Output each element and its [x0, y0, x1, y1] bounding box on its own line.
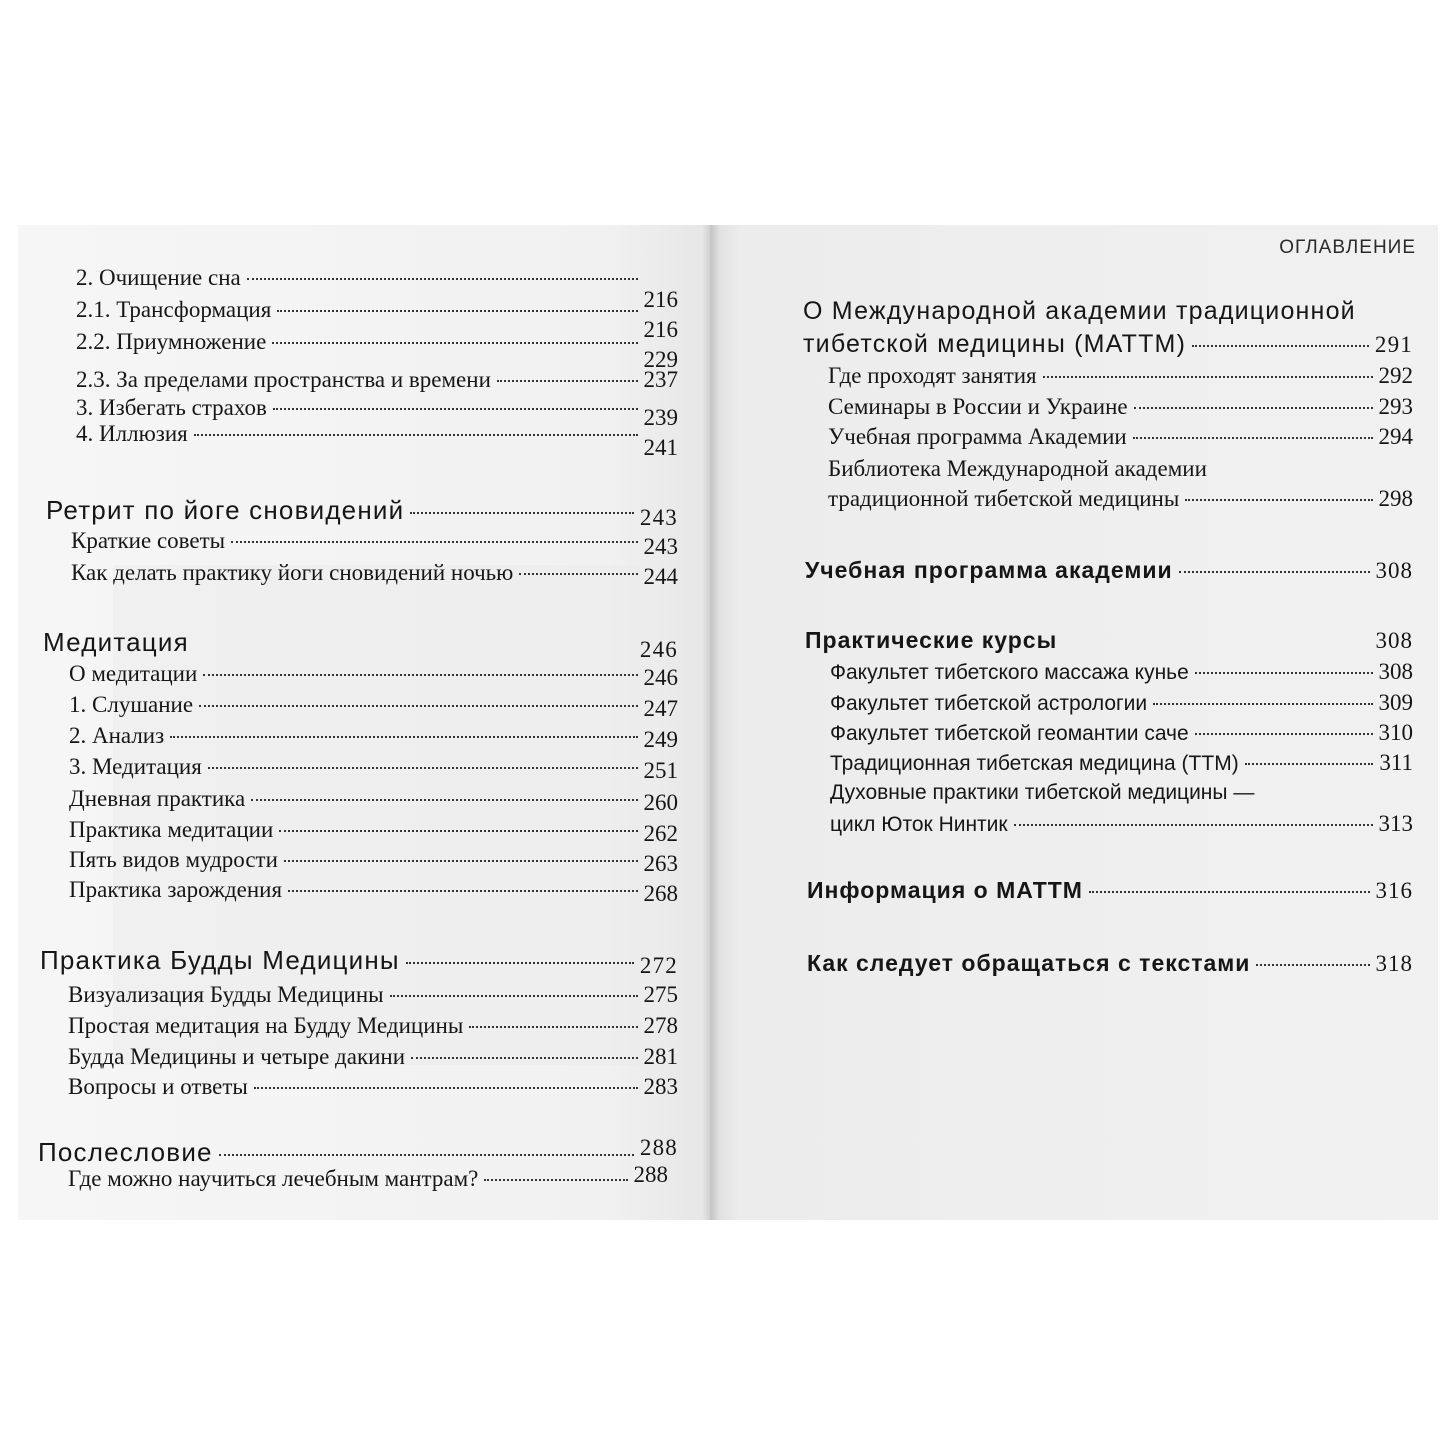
toc-section-title: Послесловие: [38, 1137, 213, 1167]
dot-leader: [390, 995, 638, 997]
toc-entry-title: 2.1. Трансформация: [76, 297, 272, 322]
dot-leader: [199, 705, 637, 707]
toc-entry-title-line2: традиционной тибетской медицины: [828, 486, 1180, 511]
toc-entry-page: 283: [643, 1074, 678, 1099]
dot-leader: [1195, 733, 1373, 735]
toc-entry: [830, 811, 1413, 837]
dot-leader: [406, 962, 634, 964]
toc-entry: [69, 692, 678, 721]
toc-section-heading: [807, 950, 1413, 977]
toc-section-title: Практические курсы: [805, 627, 1058, 653]
toc-entry-title: 2. Анализ: [69, 723, 165, 748]
dot-leader: [1192, 345, 1369, 347]
dot-leader: [519, 573, 637, 575]
toc-entry: [69, 817, 678, 846]
toc-section-heading: [46, 495, 678, 530]
toc-entry-page: 247: [643, 696, 678, 721]
toc-section-page: 316: [1375, 878, 1413, 903]
toc-entry-title: 2.3. За пределами пространства и времени: [76, 367, 491, 392]
toc-entry-title: Практика медитации: [69, 817, 274, 842]
dot-leader: [1133, 437, 1373, 439]
toc-entry-page: 313: [1378, 811, 1413, 836]
toc-entry-page: 237: [643, 367, 678, 392]
dot-leader: [1185, 499, 1372, 501]
toc-entry-title-line1: Духовные практики тибетской медицины —: [830, 781, 1255, 804]
toc-entry: [828, 424, 1413, 450]
toc-section-title: Учебная программа академии: [805, 557, 1173, 583]
toc-entry-page: 260: [643, 790, 678, 815]
toc-entry-page: 292: [1378, 363, 1413, 388]
dot-leader: [411, 1057, 637, 1059]
toc-entry-title: Будда Медицины и четыре дакини: [68, 1044, 406, 1069]
toc-entry: [69, 723, 678, 752]
toc-entry-title: 4. Иллюзия: [76, 421, 188, 446]
toc-entry-title: Практика зарождения: [69, 877, 283, 902]
toc-entry: [71, 560, 678, 589]
toc-entry-title: Учебная программа Академии: [828, 424, 1127, 449]
toc-entry: [76, 329, 678, 372]
toc-entry-page: 311: [1379, 750, 1413, 775]
toc-entry-title: Простая медитация на Будду Медицины: [68, 1013, 464, 1038]
toc-entry-page: 294: [1378, 424, 1413, 449]
dot-leader: [484, 1179, 627, 1181]
toc-entry-page: 216: [643, 287, 678, 312]
toc-section-page: 243: [639, 505, 678, 530]
dot-leader: [1063, 641, 1369, 643]
toc-entry: [830, 659, 1413, 685]
dot-leader: [288, 890, 637, 892]
toc-entry: [68, 982, 678, 1008]
dot-leader: [1179, 571, 1370, 573]
toc-entry: [68, 1074, 678, 1100]
toc-section-title: Медитация: [43, 627, 189, 657]
toc-entry-title-line1: Библиотека Международной академии: [828, 456, 1207, 481]
dot-leader: [284, 860, 638, 862]
dot-leader: [170, 736, 637, 738]
toc-section-page: 291: [1374, 332, 1413, 357]
dot-leader: [1195, 672, 1373, 674]
toc-entry-title: 2.2. Приумножение: [76, 329, 267, 354]
toc-entry-page: 263: [643, 851, 678, 876]
toc-entry-page: 309: [1378, 690, 1413, 715]
dot-leader: [251, 799, 637, 801]
toc-entry-title: Визуализация Будды Медицины: [68, 982, 384, 1007]
book-gutter: [702, 225, 720, 1220]
dot-leader: [1256, 964, 1369, 966]
toc-entry-page: 249: [643, 727, 678, 752]
toc-entry: [828, 394, 1413, 420]
toc-entry-title: Пять видов мудрости: [69, 847, 278, 872]
toc-entry: [830, 750, 1413, 776]
toc-entry-page: 310: [1378, 720, 1413, 745]
dot-leader: [208, 767, 638, 769]
dot-leader: [247, 278, 638, 280]
toc-section-heading: [803, 330, 1413, 359]
dot-leader: [273, 408, 638, 410]
toc-entry: [69, 661, 678, 690]
dot-leader: [1089, 891, 1370, 893]
toc-section-page: 288: [639, 1135, 678, 1160]
toc-section-heading: [43, 627, 678, 662]
toc-entry-page: 262: [643, 821, 678, 846]
toc-section-page: 246: [639, 637, 678, 662]
dot-leader: [1014, 824, 1373, 826]
toc-entry-page: 243: [643, 534, 678, 559]
toc-entry: [69, 786, 678, 815]
toc-entry: [830, 690, 1413, 716]
toc-entry: [828, 363, 1413, 389]
toc-entry: [71, 528, 678, 559]
toc-entry-page: 293: [1378, 394, 1413, 419]
toc-entry: [69, 847, 678, 876]
toc-entry-title: О медитации: [69, 661, 198, 686]
toc-section-heading: [807, 877, 1413, 904]
toc-section-page: 308: [1375, 558, 1413, 583]
toc-entry-page: 239: [643, 405, 678, 430]
dot-leader: [1134, 407, 1373, 409]
toc-entry: [76, 367, 678, 393]
toc-entry-title: Факультет тибетской геомантии саче: [830, 722, 1189, 745]
toc-entry-page: 241: [643, 435, 678, 460]
toc-entry-title: 3. Избегать страхов: [76, 395, 267, 420]
dot-leader: [410, 512, 634, 514]
toc-section-title: Информация о МАТТМ: [807, 877, 1083, 903]
left-page: [18, 225, 710, 1220]
toc-entry-title: Где можно научиться лечебным мантрам?: [68, 1166, 479, 1191]
toc-entry-page: 288: [633, 1162, 668, 1187]
toc-section-title: Практика Будды Медицины: [40, 945, 400, 975]
toc-entry-page: 281: [643, 1044, 678, 1069]
dot-leader: [231, 541, 637, 543]
toc-entry-title-line2: цикл Юток Нинтик: [830, 813, 1008, 836]
toc-entry-title: 3. Медитация: [69, 754, 202, 779]
dot-leader: [497, 380, 638, 382]
dot-leader: [279, 830, 637, 832]
toc-section-title-line2: тибетской медицины (МАТТМ): [803, 330, 1187, 358]
toc-entry: [76, 421, 678, 460]
dot-leader: [195, 644, 634, 646]
dot-leader: [1043, 376, 1373, 378]
toc-entry: [68, 1013, 678, 1039]
toc-entry-page: 308: [1378, 659, 1413, 684]
running-header: ОГЛАВЛЕНИЕ: [1279, 237, 1416, 258]
dot-leader: [1153, 703, 1372, 705]
toc-entry: [76, 395, 678, 430]
toc-entry-page: 244: [643, 564, 678, 589]
toc-section-heading: [38, 1137, 678, 1168]
toc-entry: [69, 754, 678, 783]
toc-entry-page: 298: [1378, 486, 1413, 511]
toc-section-page: 308: [1375, 628, 1413, 653]
dot-leader: [194, 434, 638, 436]
dot-leader: [203, 674, 637, 676]
dot-leader: [277, 310, 637, 312]
toc-entry-page: 229: [643, 347, 678, 372]
dot-leader: [1245, 763, 1374, 765]
toc-section-heading: [805, 627, 1413, 654]
toc-entry-page: 246: [643, 665, 678, 690]
book-spread: [18, 225, 1438, 1220]
toc-section-title: Как следует обращаться с текстами: [807, 950, 1251, 976]
toc-section-heading: [805, 557, 1413, 584]
toc-entry-title: Краткие советы: [71, 528, 226, 553]
toc-entry: [68, 1162, 668, 1192]
dot-leader: [219, 1154, 634, 1156]
toc-entry: [828, 486, 1413, 512]
toc-entry-title: 2. Очищение сна: [76, 265, 241, 290]
toc-entry-title: Вопросы и ответы: [68, 1074, 248, 1099]
right-page: [710, 225, 1438, 1220]
toc-entry-page: 275: [643, 982, 678, 1007]
toc-entry-title: Дневная практика: [69, 786, 246, 811]
toc-entry-title: Где проходят занятия: [828, 363, 1037, 388]
toc-entry: [69, 877, 678, 906]
toc-entry-title: Семинары в России и Украине: [828, 394, 1128, 419]
toc-entry: [68, 1044, 678, 1070]
toc-entry-title: 1. Слушание: [69, 692, 194, 717]
toc-entry-page: 251: [643, 758, 678, 783]
dot-leader: [272, 342, 637, 344]
toc-section-title-line1: О Международной академии традиционной: [803, 297, 1356, 325]
toc-entry-title: Как делать практику йоги сновидений ночью: [71, 560, 514, 585]
toc-section-page: 318: [1375, 951, 1413, 976]
toc-section-title: Ретрит по йоге сновидений: [46, 495, 405, 525]
toc-section-page: 272: [639, 953, 678, 978]
toc-entry-title: Факультет тибетской астрологии: [830, 692, 1148, 715]
toc-entry-page: 268: [643, 881, 678, 906]
dot-leader: [254, 1087, 638, 1089]
toc-entry-page: 278: [643, 1013, 678, 1038]
toc-section-heading: [40, 945, 678, 976]
toc-entry-title: Традиционная тибетская медицина (ТТМ): [830, 752, 1239, 775]
dot-leader: [469, 1026, 637, 1028]
toc-entry-page: 216: [643, 317, 678, 342]
toc-entry-title: Факультет тибетского массажа кунье: [830, 661, 1189, 684]
toc-entry: [830, 720, 1413, 746]
